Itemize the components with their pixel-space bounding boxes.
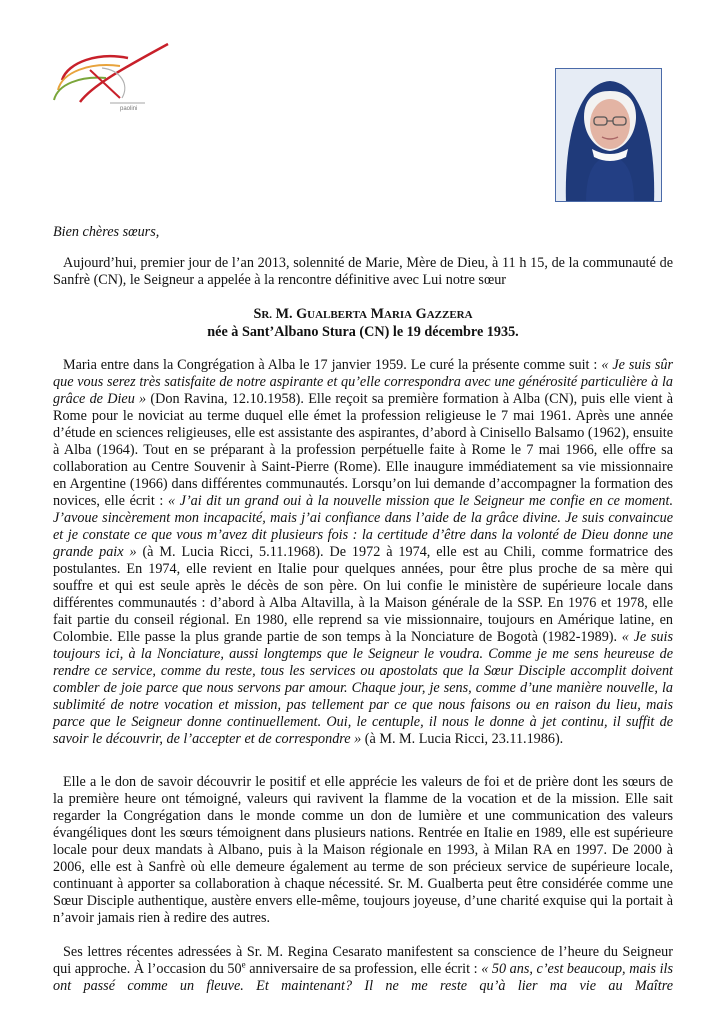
deceased-name-heading	[53, 306, 673, 341]
logo-text: paolini	[120, 106, 138, 112]
congregation-logo	[50, 40, 175, 115]
portrait-image	[556, 69, 662, 202]
biography-paragraph-2: Elle a le don de savoir découvrir le positif et elle apprécie les valeurs de foi et de prière dont les sœurs de la première heure ont témoigné, valeurs qui ravivent la flamme de la vocation et de la mission. Elle sait regarder la Congrégation dans le monde comme un don de lumière et une communication des valeurs évangéliques dont les sœurs témoignent dans plusieurs nations. Rentrée en Italie en 1989, elle est supérieure locale pour deux mandats à Albano, puis à la Maison régionale en 1993, à Milan RA en 1997. De 2000 à 2006, elle est à Sanfrè où elle demeure également au terme de son précieux service de supérieure locale, continuant à apporter sa collaboration à chaque nécessité. Sr. M. Gualberta peut être considérée comme une Sœur Disciple authentique, austère envers elle-même, toujours joyeuse, d’une charité exquise qui la portait à n’avoir jamais rien à redire des autres.	[53, 774, 673, 926]
full-name: SR. M. GUALBERTA MARIA GAZZERA	[253, 306, 473, 322]
biography-paragraph-3: Ses lettres récentes adressées à Sr. M. Regina Cesarato manifestent sa conscience de l’heure du Seigneur qui approche. À l’occasion du 50e anniversaire de sa profession, elle écrit : « 50 ans, c’est beaucoup, mais ils ont passé comme un fleuve. Et maintenant? Il ne me reste qu’à lier ma vie au Maître	[53, 944, 674, 994]
greeting: Bien chères sœurs,	[53, 224, 160, 240]
birth-line: née à Sant’Albano Stura (CN) le 19 décembre 1935.	[207, 324, 519, 340]
portrait-photo	[555, 68, 662, 202]
biography-paragraph-1: Maria entre dans la Congrégation à Alba le 17 janvier 1959. Le curé la présente comme suit : « Je suis sûr que vous serez très satisfaite de notre aspirante et qu’elle correspondra avec une générosité particulière à la grâce de Dieu » (Don Ravina, 12.10.1958). Elle reçoit sa première formation à Alba (CN), puis elle vient à Rome pour le noviciat au terme duquel elle émet la profession religieuse le 7 mai 1961. Après une année d’étude en sciences religieuses, elle est assistante des aspirantes, d’abord à Cinisello Balsamo (1962), ensuite à Alba (1964). Tout en se préparant à la profession perpétuelle faite à Rome le 7 mai 1966, elle offre sa collaboration au Centre Souvenir à Saint-Pierre (Rome). Elle inaugure immédiatement sa vie missionnaire en Argentine (1966) dans différentes communautés. Lorsqu’on lui demande d’accompagner la formation des novices, elle écrit : « J’ai dit un grand oui à la nouvelle mission que le Seigneur me confie en ce moment. J’avoue sincèrement mon incapacité, mais j’ai confiance dans l’aide de la grâce divine. Je suis convaincue et je constate ce que vous m’avez dit plusieurs fois : la certitude d’être dans la volonté de Dieu donne une grande paix » (à M. Lucia Ricci, 5.11.1968). De 1972 à 1974, elle est au Chili, comme formatrice des postulantes. En 1974, elle revient en Italie pour quelques années, pour être plus proche de sa mère qui souffre et qui est seule après le décès de son père. On lui confie le ministère de supérieure locale dans différentes communautés : d’abord à Alba Altavilla, à la Maison générale de la SSP. En 1976 et 1978, elle fait partie du conseil régional. En 1980, elle reprend sa vie missionnaire, toujours en Amérique latine, en Colombie. Elle passe la plus grande partie de son temps à la Nonciature de Bogotà (1982-1989). « Je suis toujours ici, à la Nonciature, aussi longtemps que le Seigneur le voudra. Comme je me sens heureuse de rendre ce service, comme du reste, tous les services ou apostolats que la Sœur Disciple accomplit doivent combler de joie parce que nous servons par amour. Chaque jour, je sens, comme d’une manière nouvelle, la sublimité de notre vocation et mission, pas tellement par ce que nous faisons ou en raison du lieu, mais parce que le Seigneur donne continuellement. Oui, le centuple, il nous le donne à jet continu, il suffit de savoir le découvrir, de l’accepter et de correspondre » (à M. M. Lucia Ricci, 23.11.1986).	[53, 357, 674, 747]
intro-paragraph: Aujourd’hui, premier jour de l’an 2013, solennité de Marie, Mère de Dieu, à 11 h 15, de la communauté de Sanfrè (CN), le Seigneur a appelée à la rencontre définitive avec Lui notre sœur	[53, 255, 673, 288]
